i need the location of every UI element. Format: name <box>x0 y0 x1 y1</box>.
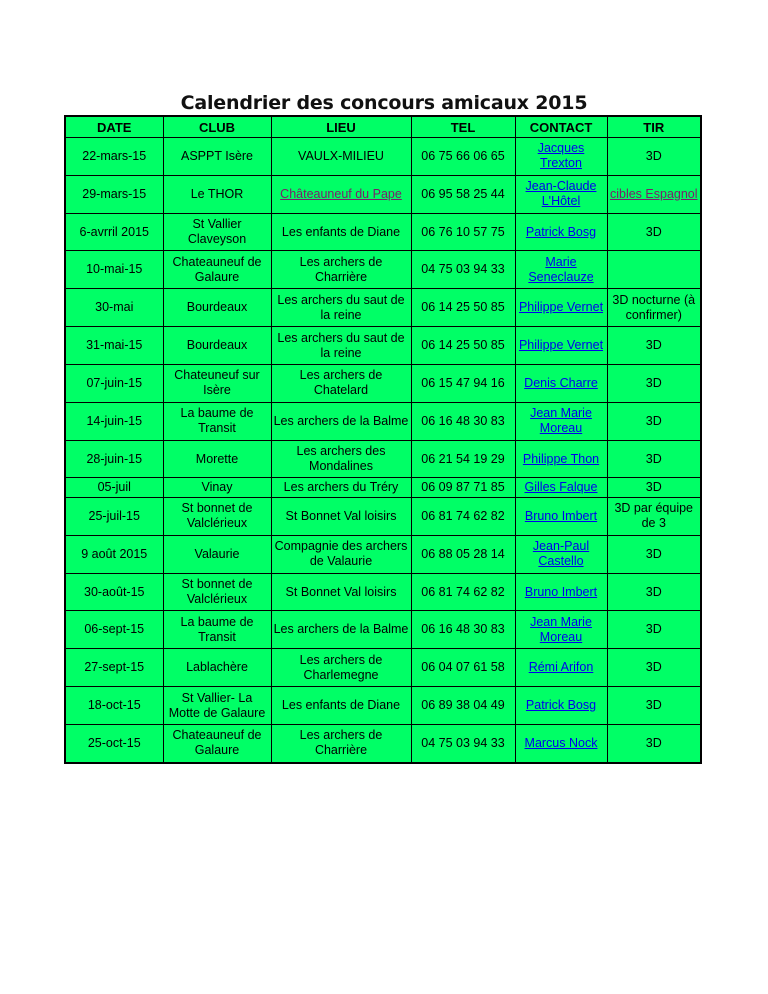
cell-contact <box>515 687 607 725</box>
contact-link[interactable]: Bruno Imbert <box>524 584 598 599</box>
cell-tel: 06 16 48 30 83 <box>411 402 515 440</box>
cell-date: 10-mai-15 <box>65 251 163 289</box>
cell-date: 9 août 2015 <box>65 535 163 573</box>
contact-link[interactable]: Jean Marie Moreau <box>530 614 592 644</box>
cell-club: Valaurie <box>163 535 271 573</box>
cell-date: 05-juil <box>65 478 163 498</box>
table-row <box>65 213 701 251</box>
cell-contact <box>515 478 607 498</box>
cell-tir <box>607 251 701 289</box>
table-row <box>65 649 701 687</box>
contact-link[interactable]: Bruno Imbert <box>524 508 598 523</box>
table-row <box>65 327 701 365</box>
cell-contact <box>515 440 607 478</box>
cell-tir: 3D nocturne (à confirmer) <box>607 289 701 327</box>
cell-club: La baume de Transit <box>163 402 271 440</box>
header-contact: CONTACT <box>515 116 607 138</box>
cell-contact <box>515 251 607 289</box>
cell-contact <box>515 611 607 649</box>
header-lieu: LIEU <box>271 116 411 138</box>
contact-link[interactable]: Jacques Trexton <box>537 141 585 171</box>
cell-tel: 06 21 54 19 29 <box>411 440 515 478</box>
contact-link[interactable]: Patrick Bosg <box>525 224 597 239</box>
table-row <box>65 724 701 763</box>
cell-date: 18-oct-15 <box>65 687 163 725</box>
cell-tir: 3D par équipe de 3 <box>607 497 701 535</box>
cell-tir: 3D <box>607 364 701 402</box>
cell-club: St bonnet de Valclérieux <box>163 573 271 611</box>
contact-link[interactable]: Marcus Nock <box>524 735 598 750</box>
cell-club: Le THOR <box>163 175 271 213</box>
cell-club: ASPPT Isère <box>163 138 271 176</box>
cell-club: St Vallier Claveyson <box>163 213 271 251</box>
contact-link[interactable]: Marie Seneclauze <box>528 254 594 284</box>
cell-club: Bourdeaux <box>163 289 271 327</box>
cell-tel: 06 95 58 25 44 <box>411 175 515 213</box>
cell-tel: 06 81 74 62 82 <box>411 573 515 611</box>
cell-club: St bonnet de Valclérieux <box>163 497 271 535</box>
table-row <box>65 573 701 611</box>
cell-club: St Vallier- La Motte de Galaure <box>163 687 271 725</box>
table-row <box>65 687 701 725</box>
contact-link[interactable]: Philippe Thon <box>522 451 600 466</box>
cell-tel: 04 75 03 94 33 <box>411 724 515 763</box>
cell-tir: 3D <box>607 213 701 251</box>
cell-tel: 06 14 25 50 85 <box>411 327 515 365</box>
cell-contact <box>515 535 607 573</box>
cell-tir <box>607 175 701 213</box>
cell-lieu: Les archers des Mondalines <box>271 440 411 478</box>
cell-contact <box>515 649 607 687</box>
cell-lieu: St Bonnet Val loisirs <box>271 573 411 611</box>
header-tir: TIR <box>607 116 701 138</box>
cell-date: 31-mai-15 <box>65 327 163 365</box>
cell-club: La baume de Transit <box>163 611 271 649</box>
header-club: CLUB <box>163 116 271 138</box>
contact-link[interactable]: Philippe Vernet <box>518 300 604 315</box>
cell-lieu: Les archers de Charrière <box>271 251 411 289</box>
cell-tir: 3D <box>607 611 701 649</box>
cell-lieu: Les archers du saut de la reine <box>271 289 411 327</box>
cell-contact <box>515 289 607 327</box>
contact-link[interactable]: Philippe Vernet <box>518 338 604 353</box>
cell-lieu: Les archers de Charlemegne <box>271 649 411 687</box>
cell-date: 28-juin-15 <box>65 440 163 478</box>
cell-date: 22-mars-15 <box>65 138 163 176</box>
cell-date: 30-mai <box>65 289 163 327</box>
cell-club: Lablachère <box>163 649 271 687</box>
cell-lieu: Les archers de Charrière <box>271 724 411 763</box>
table-header-row <box>65 116 701 138</box>
page-title: Calendrier des concours amicaux 2015 <box>180 92 588 114</box>
cell-tel: 06 04 07 61 58 <box>411 649 515 687</box>
cell-contact <box>515 175 607 213</box>
cell-tir: 3D <box>607 724 701 763</box>
table-row <box>65 611 701 649</box>
header-tel: TEL <box>411 116 515 138</box>
cell-tel: 06 16 48 30 83 <box>411 611 515 649</box>
cell-lieu: Les archers du saut de la reine <box>271 327 411 365</box>
cell-tel: 06 15 47 94 16 <box>411 364 515 402</box>
table-row <box>65 535 701 573</box>
cell-contact <box>515 327 607 365</box>
contact-link[interactable]: Jean-Paul Castello <box>532 539 590 569</box>
cell-date: 14-juin-15 <box>65 402 163 440</box>
cell-date: 27-sept-15 <box>65 649 163 687</box>
calendar-table <box>64 115 702 764</box>
cell-lieu: Les archers du Tréry <box>271 478 411 498</box>
table-row <box>65 251 701 289</box>
cell-club: Morette <box>163 440 271 478</box>
cell-tel: 06 14 25 50 85 <box>411 289 515 327</box>
contact-link[interactable]: Denis Charre <box>524 375 598 390</box>
cell-lieu: Compagnie des archers de Valaurie <box>271 535 411 573</box>
cell-lieu: Les enfants de Diane <box>271 687 411 725</box>
cell-date: 6-avrril 2015 <box>65 213 163 251</box>
cell-lieu: St Bonnet Val loisirs <box>271 497 411 535</box>
contact-link[interactable]: Gilles Falque <box>524 480 598 495</box>
cell-tir: 3D <box>607 687 701 725</box>
cell-date: 30-août-15 <box>65 573 163 611</box>
table-row <box>65 289 701 327</box>
cell-club: Vinay <box>163 478 271 498</box>
cell-contact <box>515 213 607 251</box>
cell-club: Chateauneuf de Galaure <box>163 251 271 289</box>
contact-link[interactable]: Rémi Arifon <box>528 660 594 675</box>
cell-club: Bourdeaux <box>163 327 271 365</box>
cell-contact <box>515 497 607 535</box>
cell-tel: 06 75 66 06 65 <box>411 138 515 176</box>
cell-tir: 3D <box>607 649 701 687</box>
table-row <box>65 497 701 535</box>
cell-tir: 3D <box>607 138 701 176</box>
cell-date: 06-sept-15 <box>65 611 163 649</box>
cell-lieu: Les archers de la Balme <box>271 611 411 649</box>
table-row <box>65 402 701 440</box>
table-row <box>65 478 701 498</box>
contact-link[interactable]: Jean-Claude L'Hôtel <box>525 179 597 209</box>
cell-contact <box>515 138 607 176</box>
cell-tir: 3D <box>607 327 701 365</box>
contact-link[interactable]: Patrick Bosg <box>525 698 597 713</box>
cell-tir: 3D <box>607 535 701 573</box>
cell-lieu <box>271 175 411 213</box>
cell-lieu: Les archers de la Balme <box>271 402 411 440</box>
cell-club: Chateauneuf de Galaure <box>163 724 271 763</box>
cell-contact <box>515 402 607 440</box>
cell-date: 25-juil-15 <box>65 497 163 535</box>
cell-lieu: VAULX-MILIEU <box>271 138 411 176</box>
cell-club: Chateuneuf sur Isère <box>163 364 271 402</box>
cell-tir: 3D <box>607 402 701 440</box>
cell-date: 07-juin-15 <box>65 364 163 402</box>
table-row <box>65 175 701 213</box>
cell-lieu: Les enfants de Diane <box>271 213 411 251</box>
table-row <box>65 138 701 176</box>
cell-date: 25-oct-15 <box>65 724 163 763</box>
lieu-link[interactable]: Châteauneuf du Pape <box>280 186 402 201</box>
cell-contact <box>515 364 607 402</box>
cell-tel: 04 75 03 94 33 <box>411 251 515 289</box>
cell-tel: 06 81 74 62 82 <box>411 497 515 535</box>
cell-tel: 06 88 05 28 14 <box>411 535 515 573</box>
cell-tir: 3D <box>607 440 701 478</box>
table-row <box>65 440 701 478</box>
cell-contact <box>515 573 607 611</box>
cell-tir: 3D <box>607 478 701 498</box>
cell-tel: 06 76 10 57 75 <box>411 213 515 251</box>
cell-tel: 06 89 38 04 49 <box>411 687 515 725</box>
header-date: DATE <box>65 116 163 138</box>
contact-link[interactable]: Jean Marie Moreau <box>530 406 592 436</box>
cell-lieu: Les archers de Chatelard <box>271 364 411 402</box>
cell-contact <box>515 724 607 763</box>
cell-tir: 3D <box>607 573 701 611</box>
cell-date: 29-mars-15 <box>65 175 163 213</box>
tir-link[interactable]: cibles Espagnol <box>609 186 698 201</box>
table-row <box>65 364 701 402</box>
cell-tel: 06 09 87 71 85 <box>411 478 515 498</box>
